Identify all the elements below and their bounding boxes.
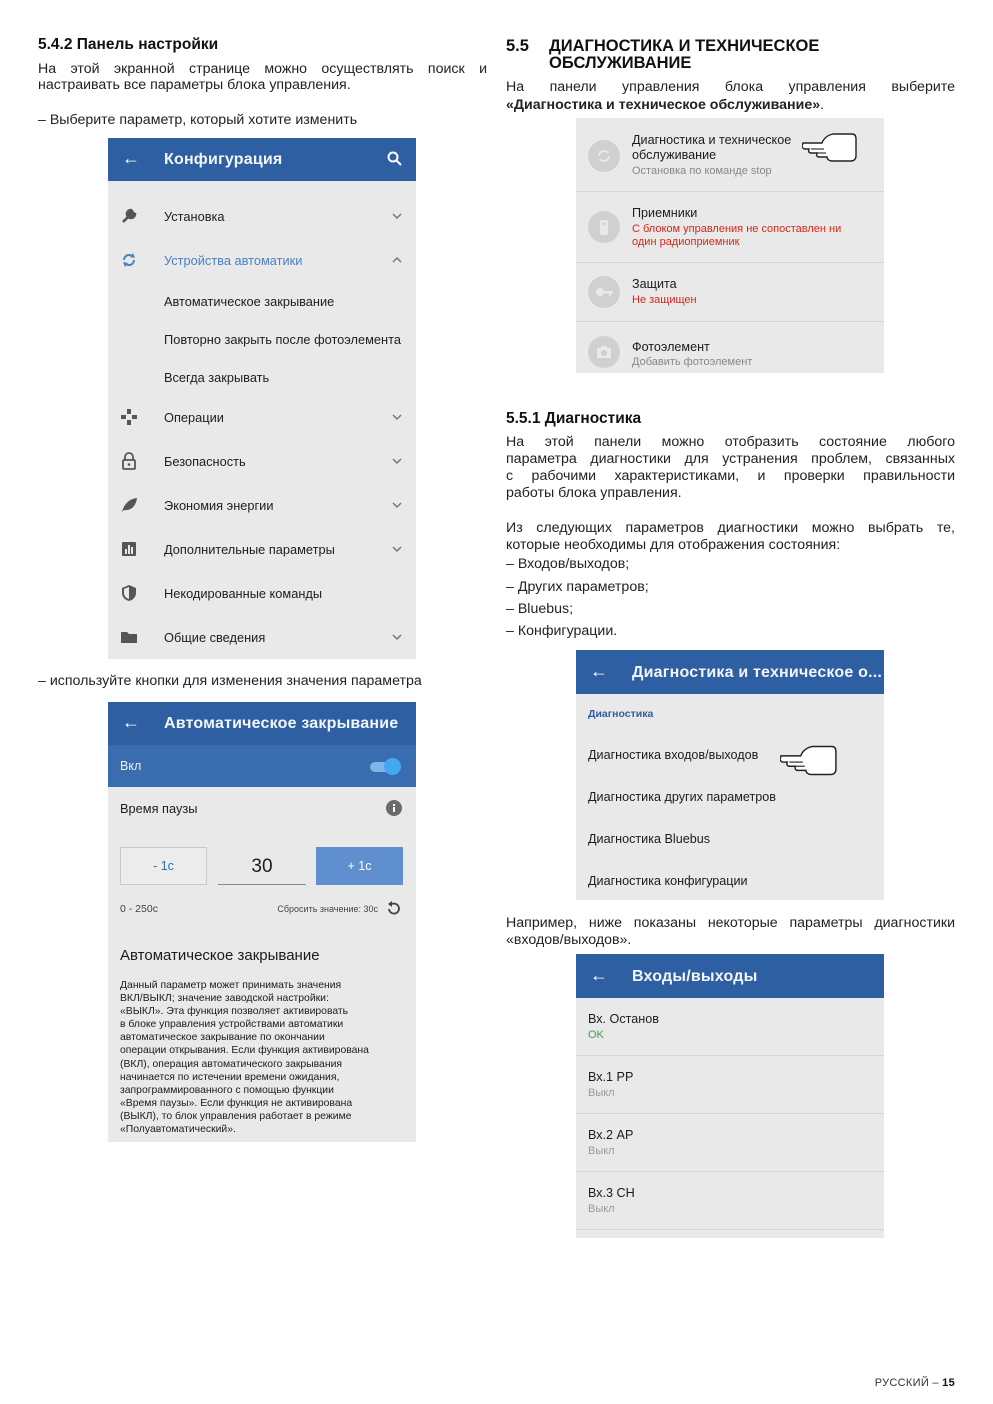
desc-line: в блоке управления устройствами автоматики xyxy=(120,1019,344,1031)
auto-close-screen xyxy=(108,702,416,1142)
list-item: – Bluebus; xyxy=(506,601,574,617)
io-row[interactable] xyxy=(576,1114,884,1172)
p1-line: с рабочими характеристиками, и проверки правильности xyxy=(506,468,955,484)
menu-item-uncoded-commands[interactable] xyxy=(108,572,416,616)
io-name: Вх.1 PP xyxy=(588,1070,634,1084)
back-arrow-icon[interactable]: ← xyxy=(122,148,140,168)
p2-line: которые необходимы для отображения состояния: xyxy=(506,537,841,553)
reset-icon[interactable] xyxy=(386,900,402,916)
desc-line: «ВЫКЛ». Эта функция позволяет активировать xyxy=(120,1006,349,1018)
camera-icon xyxy=(588,336,620,368)
config-appbar xyxy=(108,138,416,181)
shield-icon xyxy=(120,584,138,602)
io-row[interactable] xyxy=(576,998,884,1056)
section-title-5-4-2: 5.4.2 Панель настройки xyxy=(38,36,219,53)
sub-title-5-5-1: 5.5.1 Диагностика xyxy=(506,410,642,427)
row-title: обслуживание xyxy=(632,148,717,162)
back-arrow-icon[interactable]: ← xyxy=(590,661,608,681)
diagnostics-title: Диагностика и техническое о... xyxy=(632,664,883,681)
row-title: Защита xyxy=(632,277,677,291)
desc-line: операции открывания. Если функция активирована xyxy=(120,1045,369,1057)
chevron-down-icon xyxy=(392,544,402,554)
p3-line: «входов/выходов». xyxy=(506,932,632,948)
menu-item-label: Экономия энергии xyxy=(164,498,274,513)
chevron-down-icon xyxy=(392,632,402,642)
heading-number: 5.5 xyxy=(506,37,529,55)
io-row[interactable] xyxy=(576,1056,884,1114)
io-state: Выкл xyxy=(588,1145,615,1157)
intro-bold: «Диагностика и техническое обслуживание» xyxy=(506,97,821,113)
pointing-hand-icon xyxy=(780,742,838,778)
list-item: – Входов/выходов; xyxy=(506,556,630,572)
desc-line: начинается по истечении времени ожидания, xyxy=(120,1071,340,1083)
sync-icon xyxy=(120,251,138,269)
row-warning: один радиоприемник xyxy=(632,236,740,248)
section-heading-5-5 xyxy=(506,38,955,74)
menu-item-label: Устройства автоматики xyxy=(164,253,303,268)
config-title: Конфигурация xyxy=(164,151,283,168)
row-subtitle: Добавить фотоэлемент xyxy=(632,356,753,368)
description-title: Автоматическое закрывание xyxy=(120,947,320,964)
io-state: Выкл xyxy=(588,1203,615,1215)
desc-line: автоматическое закрывание по окончании xyxy=(120,1032,325,1044)
row-title: Диагностика и техническое xyxy=(632,133,792,147)
chevron-down-icon xyxy=(392,412,402,422)
menu-row-protection[interactable] xyxy=(576,263,884,322)
pause-label: Время паузы xyxy=(120,801,198,816)
menu-item-general-info[interactable] xyxy=(108,616,416,659)
search-icon[interactable] xyxy=(387,151,402,166)
desc-line: «Время паузы». Если функция не активирована xyxy=(120,1097,353,1109)
value-field[interactable]: 30 xyxy=(218,847,306,885)
desc-line: ВКЛ/ВЫКЛ; значение заводской настройки: xyxy=(120,993,329,1005)
diag-item-config[interactable]: Диагностика конфигурации xyxy=(588,874,748,888)
submenu-reclose-after-photo[interactable] xyxy=(108,318,416,356)
bar-chart-icon xyxy=(120,540,138,558)
io-name: Вх.3 CH xyxy=(588,1186,635,1200)
io-state: OK xyxy=(588,1029,604,1041)
menu-row-receivers[interactable] xyxy=(576,192,884,263)
diagnostics-appbar xyxy=(576,650,884,694)
submenu-always-close[interactable] xyxy=(108,356,416,394)
desc-line: Данный параметр может принимать значения xyxy=(120,980,342,991)
info-icon[interactable] xyxy=(386,800,402,816)
pointing-hand-icon xyxy=(802,130,858,164)
range-text: 0 - 250с xyxy=(120,903,158,915)
row-warning: С блоком управления не сопоставлен ни xyxy=(632,223,842,235)
menu-item-label: Безопасность xyxy=(164,454,246,469)
key-icon xyxy=(588,276,620,308)
menu-item-label: Общие сведения xyxy=(164,630,266,645)
chevron-up-icon xyxy=(392,255,402,265)
io-name: Вх.2 AP xyxy=(588,1128,634,1142)
menu-item-operations[interactable] xyxy=(108,396,416,440)
plus-button[interactable]: + 1с xyxy=(316,847,403,885)
chevron-down-icon xyxy=(392,211,402,221)
bullet-use-buttons: – используйте кнопки для изменения значения параметра xyxy=(38,673,422,689)
intro-line-1: На этой экранной странице можно осуществлять поиск и xyxy=(38,61,487,77)
p3-line: Например, ниже показаны некоторые параметры диагностики xyxy=(506,915,955,931)
menu-item-label: Операции xyxy=(164,410,224,425)
submenu-label: Всегда закрывать xyxy=(164,370,270,385)
reset-label[interactable]: Сбросить значение: 30с xyxy=(277,904,378,914)
heading-line-2: ОБСЛУЖИВАНИЕ xyxy=(549,54,692,72)
folder-icon xyxy=(120,628,138,646)
description-text xyxy=(120,979,369,1136)
menu-item-install[interactable] xyxy=(108,195,416,239)
page-number: 15 xyxy=(942,1377,955,1389)
diag-item-io[interactable]: Диагностика входов/выходов xyxy=(588,748,759,762)
config-screen xyxy=(108,138,416,659)
desc-line: (ВКЛ), операция автоматического закрывания xyxy=(120,1058,342,1070)
auto-close-appbar xyxy=(108,702,416,745)
gamepad-icon xyxy=(120,408,138,426)
wrench-icon xyxy=(120,207,138,225)
menu-item-label: Дополнительные параметры xyxy=(164,542,335,557)
io-appbar xyxy=(576,954,884,998)
menu-item-advanced-params[interactable] xyxy=(108,528,416,572)
footer-language: РУССКИЙ – xyxy=(874,1377,943,1389)
row-title: Приемники xyxy=(632,206,698,220)
p1-line: параметра диагностики для устранения проблем, связанных xyxy=(506,451,955,467)
auto-close-title: Автоматическое закрывание xyxy=(164,715,399,732)
toggle-thumb[interactable] xyxy=(384,758,401,775)
toggle-row[interactable] xyxy=(108,745,416,787)
intro-line-2: настраивать все параметры блока управления. xyxy=(38,77,351,93)
row-subtitle: Остановка по команде stop xyxy=(632,165,772,177)
diag-item-bluebus[interactable]: Диагностика Bluebus xyxy=(588,832,711,846)
menu-item-label: Некодированные команды xyxy=(164,586,323,601)
row-warning: Не защищен xyxy=(632,294,697,306)
io-name: Вх. Останов xyxy=(588,1012,659,1026)
submenu-auto-close[interactable] xyxy=(108,280,416,318)
io-row[interactable] xyxy=(576,1172,884,1230)
desc-line: запрограммированного с помощью функции xyxy=(120,1084,334,1096)
back-arrow-icon[interactable]: ← xyxy=(122,712,140,732)
menu-item-security[interactable] xyxy=(108,440,416,484)
row-title: Фотоэлемент xyxy=(632,340,710,354)
leaf-icon xyxy=(120,496,138,514)
p1-line: работы блока управления. xyxy=(506,485,682,501)
bullet-select-param: – Выберите параметр, который хотите изменить xyxy=(38,112,358,128)
intro-line-1: На панели управления блока управления выберите xyxy=(506,79,955,95)
menu-item-automation-devices[interactable] xyxy=(108,239,416,283)
list-item: – Других параметров; xyxy=(506,579,649,595)
back-arrow-icon[interactable]: ← xyxy=(590,965,608,985)
menu-item-label: Установка xyxy=(164,209,225,224)
p1-line: На этой панели можно отобразить состояние любого xyxy=(506,434,955,450)
minus-button[interactable]: - 1с xyxy=(120,847,207,885)
lock-icon xyxy=(120,452,138,470)
menu-item-energy-saving[interactable] xyxy=(108,484,416,528)
chevron-down-icon xyxy=(392,456,402,466)
intro-end: . xyxy=(820,97,825,113)
chevron-down-icon xyxy=(392,500,402,510)
desc-line: (ВЫКЛ), то блок управления работает в режиме xyxy=(120,1110,352,1122)
toggle-label: Вкл xyxy=(120,759,142,773)
diag-item-other[interactable]: Диагностика других параметров xyxy=(588,790,776,804)
sync-icon xyxy=(588,140,620,172)
io-title: Входы/выходы xyxy=(632,968,758,985)
diagnostics-section-label: Диагностика xyxy=(588,708,654,720)
page-footer xyxy=(875,1377,955,1389)
remote-icon xyxy=(588,211,620,243)
submenu-label: Автоматическое закрывание xyxy=(164,294,335,309)
menu-row-photocell[interactable] xyxy=(576,322,884,373)
heading-line-1: ДИАГНОСТИКА И ТЕХНИЧЕСКОЕ xyxy=(549,37,820,55)
io-state: Выкл xyxy=(588,1087,615,1099)
desc-line: «Полуавтоматический». xyxy=(120,1124,236,1136)
submenu-label: Повторно закрыть после фотоэлемента xyxy=(164,332,401,347)
list-item: – Конфигурации. xyxy=(506,623,618,639)
intro-line-2 xyxy=(506,97,955,114)
p2-line: Из следующих параметров диагностики можно выбрать те, xyxy=(506,520,955,536)
io-screen xyxy=(576,954,884,1238)
